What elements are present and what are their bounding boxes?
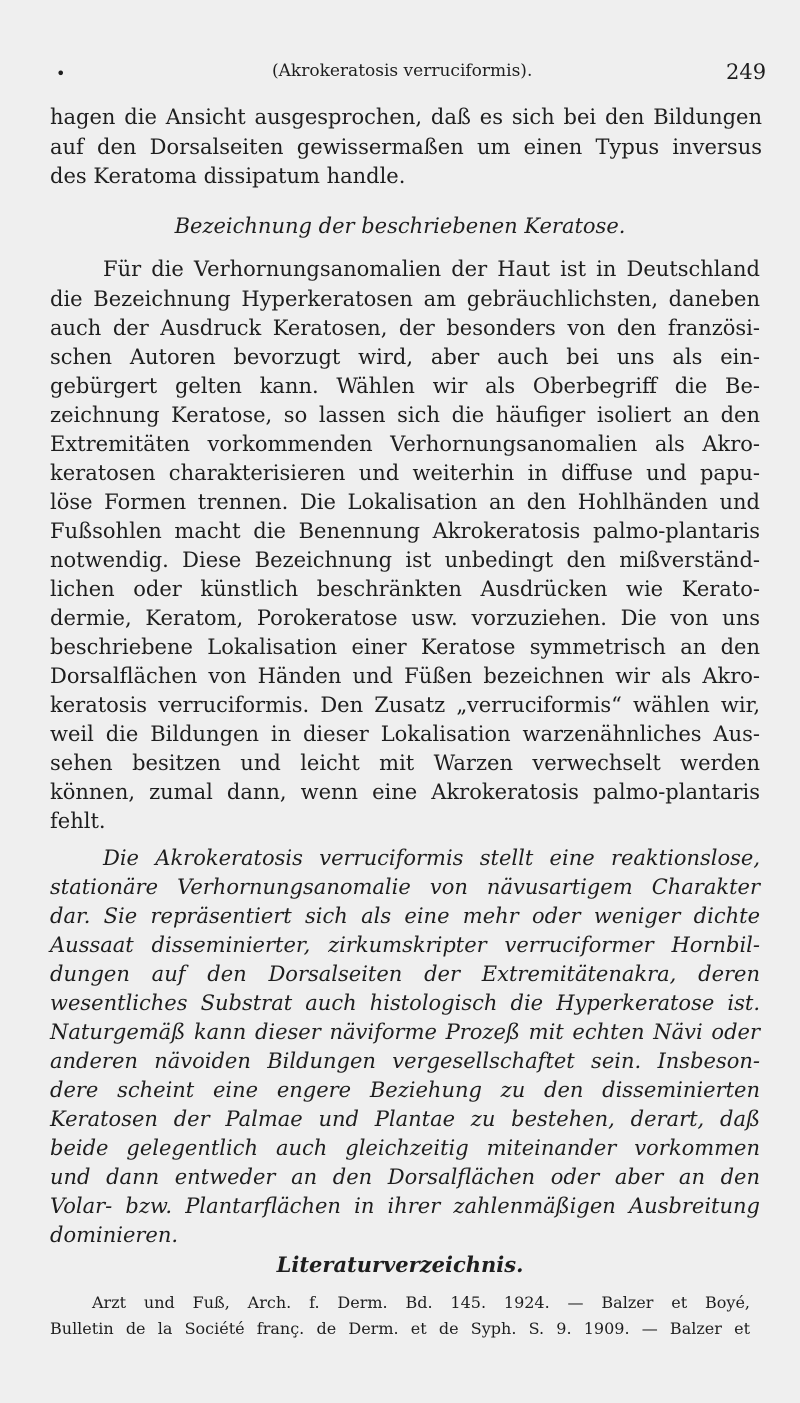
intro-line: des Keratoma dissipatum handle.: [50, 164, 406, 188]
summary-line: Keratosen der Palmae und Plantae zu bestehen, derart, daß: [50, 1107, 760, 1131]
intro-line: auf den Dorsalseiten gewissermaßen um einen Typus inversus: [50, 135, 762, 159]
body-line: die Bezeichnung Hyperkeratosen am gebräuchlichsten, daneben: [50, 287, 760, 311]
summary-line: wesentliches Substrat auch histologisch die Hyperkeratose ist.: [50, 991, 760, 1015]
summary-line: und dann entweder an den Dorsalflächen oder aber an den: [50, 1165, 760, 1189]
section-heading: Bezeichnung der beschriebenen Keratose.: [174, 214, 626, 238]
body-line: lichen oder künstlich beschränkten Ausdrücken wie Kerato-: [50, 577, 760, 601]
body-line: gebürgert gelten kann. Wählen wir als Oberbegriff die Be-: [50, 374, 760, 398]
reference-line: Arzt und Fuß, Arch. f. Derm. Bd. 145. 1924. — Balzer et Boyé,: [92, 1293, 750, 1312]
intro-line: hagen die Ansicht ausgesprochen, daß es sich bei den Bildungen: [50, 105, 762, 129]
page-number: 249: [726, 60, 767, 84]
body-line: schen Autoren bevorzugt wird, aber auch bei uns als ein-: [50, 345, 760, 369]
summary-line: Aussaat disseminierter, zirkumskripter verruciformer Hornbil-: [50, 933, 760, 957]
summary-line: Naturgemäß kann dieser näviforme Prozeß mit echten Nävi oder: [50, 1020, 760, 1044]
body-line: Für die Verhornungsanomalien der Haut ist in Deutschland: [103, 257, 760, 281]
summary-line: beide gelegentlich auch gleichzeitig miteinander vorkommen: [50, 1136, 760, 1160]
body-line: notwendig. Diese Bezeichnung ist unbedingt den mißverständ-: [50, 548, 760, 572]
summary-line: anderen nävoiden Bildungen vergesellschaftet sein. Insbeson-: [50, 1049, 760, 1073]
summary-line: Volar- bzw. Plantarflächen in ihrer zahlenmäßigen Ausbreitung: [50, 1194, 760, 1218]
literature-heading: Literaturverzeichnis.: [276, 1252, 524, 1277]
summary-line: dere scheint eine engere Beziehung zu den disseminierten: [50, 1078, 760, 1102]
body-line: weil die Bildungen in dieser Lokalisation warzenähnliches Aus-: [50, 722, 760, 746]
body-line: löse Formen trennen. Die Lokalisation an den Hohlhänden und: [50, 490, 760, 514]
body-line: keratosen charakterisieren und weiterhin in diffuse und papu-: [50, 461, 760, 485]
reference-line: Bulletin de la Société franç. de Derm. et de Syph. S. 9. 1909. — Balzer et: [50, 1319, 750, 1338]
body-line: können, zumal dann, wenn eine Akrokeratosis palmo-plantaris: [50, 780, 760, 804]
body-line: auch der Ausdruck Keratosen, der besonders von den französi-: [50, 316, 760, 340]
running-header-title: (Akrokeratosis verruciformis).: [272, 61, 533, 81]
body-line: fehlt.: [50, 809, 106, 833]
body-line: keratosis verruciformis. Den Zusatz „verruciformis“ wählen wir,: [50, 693, 760, 717]
summary-line: dominieren.: [50, 1223, 179, 1247]
body-line: Dorsalflächen von Händen und Füßen bezeichnen wir als Akro-: [50, 664, 760, 688]
summary-line: stationäre Verhornungsanomalie von nävusartigem Charakter: [50, 875, 760, 899]
body-line: beschriebene Lokalisation einer Keratose symmetrisch an den: [50, 635, 760, 659]
body-line: Fußsohlen macht die Benennung Akrokeratosis palmo-plantaris: [50, 519, 760, 543]
body-line: Extremitäten vorkommenden Verhornungsanomalien als Akro-: [50, 432, 760, 456]
summary-line: Die Akrokeratosis verruciformis stellt eine reaktionslose,: [103, 846, 760, 870]
header-mark: •: [56, 64, 66, 83]
summary-line: dungen auf den Dorsalseiten der Extremitätenakra, deren: [50, 962, 760, 986]
body-line: zeichnung Keratose, so lassen sich die häufiger isoliert an den: [50, 403, 760, 427]
body-line: sehen besitzen und leicht mit Warzen verwechselt werden: [50, 751, 760, 775]
body-line: dermie, Keratom, Porokeratose usw. vorzuziehen. Die von uns: [50, 606, 760, 630]
summary-line: dar. Sie repräsentiert sich als eine mehr oder weniger dichte: [50, 904, 760, 928]
